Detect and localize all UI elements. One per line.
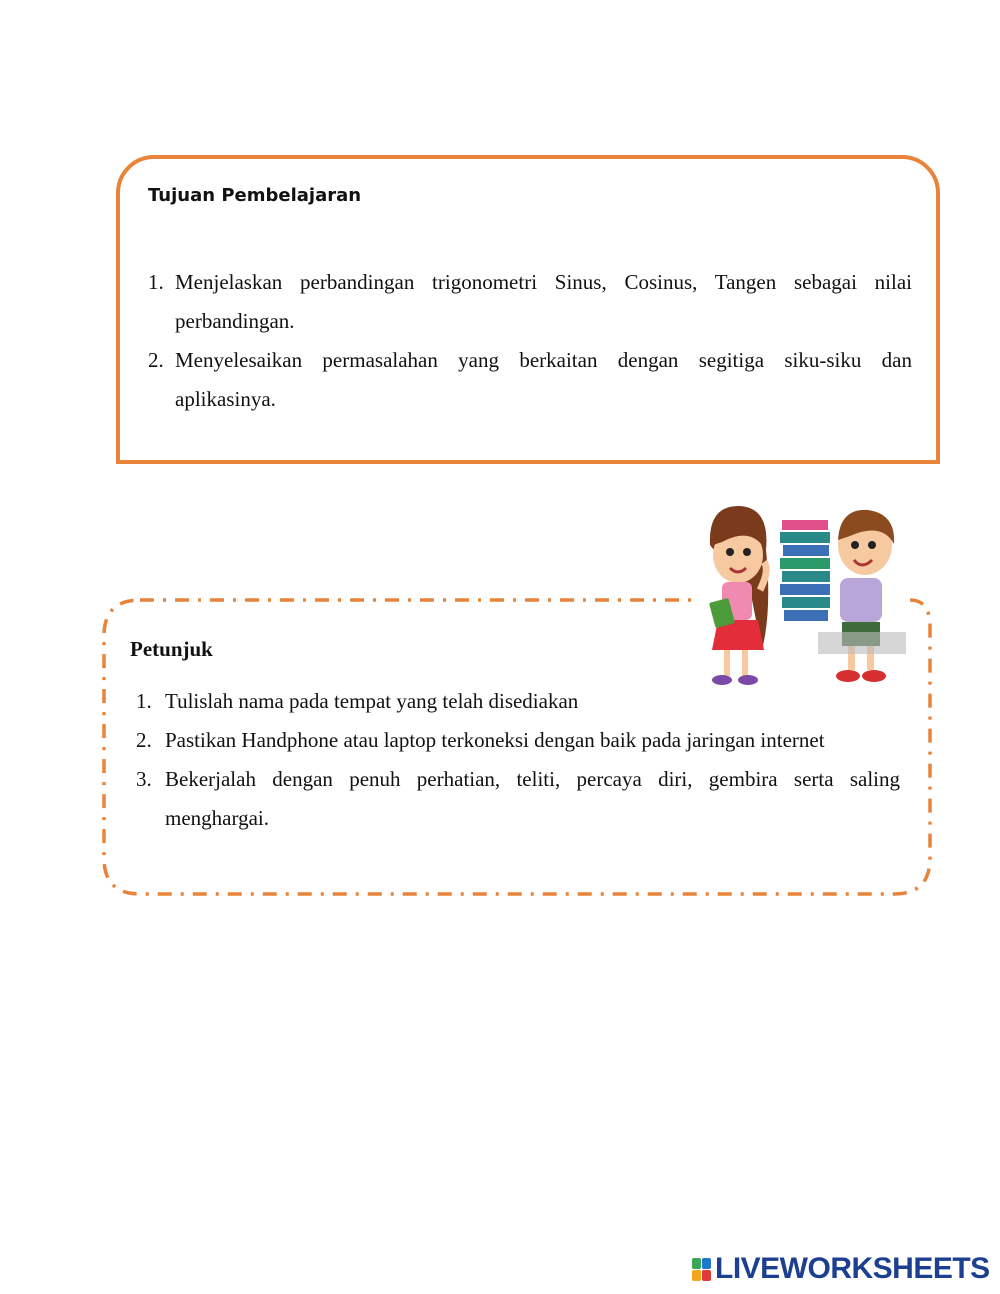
list-text: Bekerjalah dengan penuh perhatian, teliti, percaya diri, gembira serta saling	[165, 767, 900, 791]
watermark-badge	[818, 632, 906, 654]
list-item	[136, 760, 900, 838]
list-text-continued: menghargai.	[165, 806, 269, 830]
list-text: Menjelaskan perbandingan trigonometri Sinus, Cosinus, Tangen sebagai nilai	[175, 270, 912, 294]
list-item	[148, 341, 912, 419]
instructions-list	[136, 682, 900, 838]
liveworksheets-logo[interactable]	[692, 1254, 990, 1284]
list-number: 1.	[136, 689, 152, 713]
list-number: 1.	[148, 270, 164, 294]
kids-carrying-books-illustration	[700, 500, 910, 690]
list-text-continued: aplikasinya.	[175, 387, 276, 411]
logo-text: LIVEWORKSHEETS	[715, 1252, 990, 1285]
list-item	[148, 263, 912, 341]
list-text: Menyelesaikan permasalahan yang berkaitan dengan segitiga siku-siku dan	[175, 348, 912, 372]
list-text-continued: perbandingan.	[175, 309, 295, 333]
list-number: 2.	[148, 348, 164, 372]
book-stack	[780, 520, 830, 621]
instructions-title: Petunjuk	[130, 637, 213, 661]
list-text: Tulislah nama pada tempat yang telah disediakan	[165, 689, 579, 713]
list-text: Pastikan Handphone atau laptop terkoneksi dengan baik pada jaringan internet	[165, 728, 825, 752]
list-number: 2.	[136, 728, 152, 752]
boy-figure	[836, 510, 894, 682]
objectives-box	[116, 155, 940, 464]
objectives-title: Tujuan Pembelajaran	[148, 185, 362, 206]
list-number: 3.	[136, 767, 152, 791]
girl-figure	[709, 506, 768, 685]
logo-mark-icon	[692, 1258, 711, 1281]
objectives-list	[148, 263, 912, 419]
list-item	[136, 721, 900, 760]
